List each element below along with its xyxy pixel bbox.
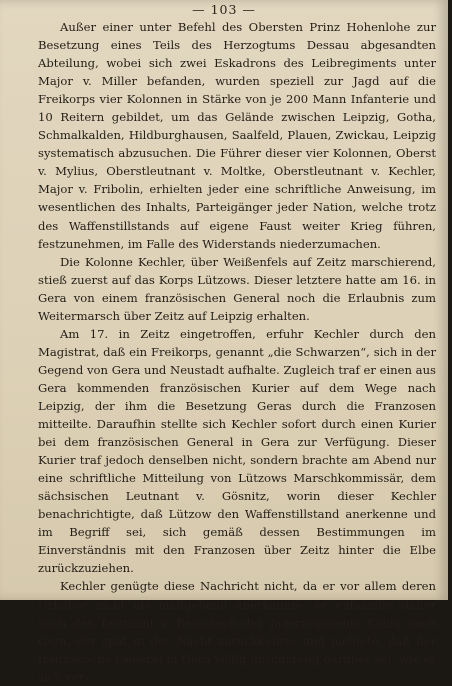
page-number: — 103 — (192, 2, 256, 17)
paragraph-2: Die Kolonne Kechler, über Weißenfels auf Zeitz marschierend, stieß zuerst auf das Korps Lützows. Dieser letztere hatte am 16. in Gera von einem französischen General noch die Erlaubnis zum Weitermarsch über Zeitz auf Leipzig erhalten. (38, 254, 436, 323)
paragraph-4: Kechler genügte diese Nachricht nicht, da er vor allem deren Urheber nicht als maßgebend anerkannte, er entsandte daher noch den Leutnant v. Reischach des Jägerregiments König nach Gera, der spät in der Nacht zurückkehrte und meldete, daß der französische General in Gera völlig unschlüssig darüber sei, wie er sich ver- (38, 579, 436, 684)
body-text (38, 18, 436, 686)
paragraph-1: Außer einer unter Befehl des Obersten Prinz Hohenlohe zur Besetzung eines Teils des Herzogtums Dessau abgesandten Abteilung, wobei sich zwei Eskadrons des Leibregiments unter Major v. Miller befanden, wurden speziell zur Jagd auf die Freikorps vier Kolonnen in Stärke von je 200 Mann Infanterie und 10 Reitern gebildet, um das Gelände zwischen Leipzig, Gotha, Schmalkalden, Hildburghausen, Saalfeld, Plauen, Zwickau, Leipzig systematisch abzusuchen. Die Führer dieser vier Kolonnen, Oberst v. Mylius, Oberstleutnant v. Moltke, Oberstleutnant v. Kechler, Major v. Fribolin, erhielten jeder eine schriftliche Anweisung, im wesentlichen des Inhalts, Parteigänger jeder Nation, welche trotz des Waffenstillstands auf eigene Faust weiter Krieg führen, festzunehmen, im Falle des Widerstands niederzumachen. (38, 20, 436, 251)
paragraph-3: Am 17. in Zeitz eingetroffen, erfuhr Kechler durch den Magistrat, daß ein Freikorps, genannt „die Schwarzen“, sich in der Gegend von Gera und Neustadt aufhalte. Zugleich traf er einen aus Gera kommenden französischen Kurier auf dem Wege nach Leipzig, der ihm die Besetzung Geras durch die Franzosen mitteilte. Daraufhin stellte sich Kechler sofort durch einen Kurier bei dem französischen General in Gera zur Verfügung. Dieser Kurier traf jedoch denselben nicht, sondern brachte am Abend nur eine schriftliche Mitteilung von Lützows Marschkommissär, dem sächsischen Leutnant v. Gösnitz, worin dieser Kechler benachrichtigte, daß Lützow den Waffenstillstand anerkenne und im Begriff sei, sich gemäß dessen Bestimmungen im Einverständnis mit den Franzosen über Zeitz hinter die Elbe zurückzuziehen. (38, 326, 436, 576)
